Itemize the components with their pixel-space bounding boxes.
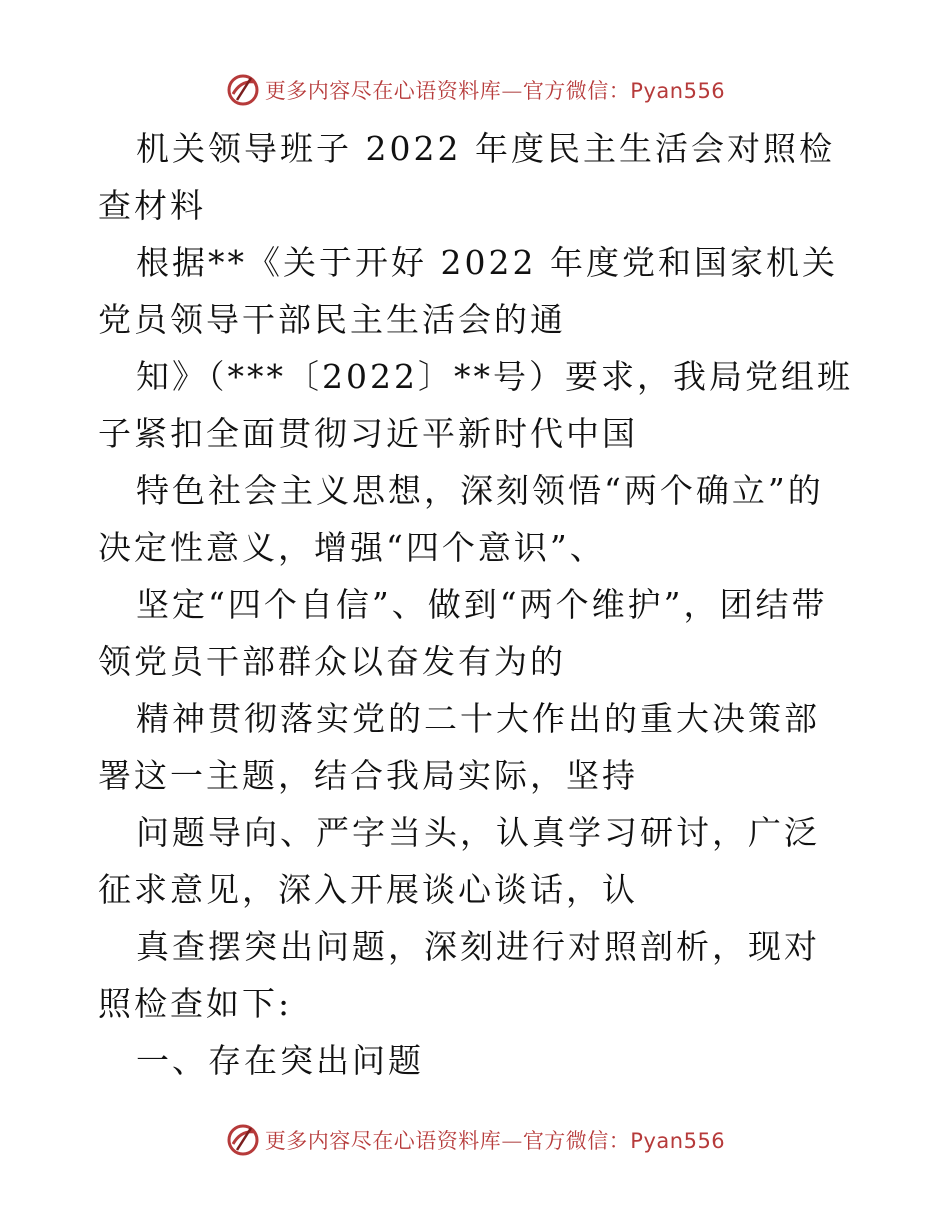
banner-main-text: 更多内容尽在心语资料库	[264, 1129, 502, 1153]
banner-main-text: 更多内容尽在心语资料库	[264, 79, 502, 103]
document-body	[98, 120, 853, 1089]
document-title: 机关领导班子 2022 年度民主生活会对照检查材料	[98, 129, 835, 225]
brand-logo-icon	[225, 1122, 261, 1158]
header-watermark	[0, 70, 950, 110]
paragraph-2: 知》（***〔2022〕**号）要求，我局党组班子紧扣全面贯彻习近平新时代中国	[98, 357, 853, 453]
banner-wechat-text: 官方微信：Pyan556	[522, 79, 726, 103]
paragraph-7: 真查摆突出问题，深刻进行对照剖析，现对照检查如下:	[98, 927, 820, 1023]
brand-logo-icon	[225, 72, 261, 108]
paragraph-6: 问题导向、严字当头，认真学习研讨，广泛征求意见，深入开展谈心谈话，认	[98, 813, 820, 909]
section-heading: 一、存在突出问题	[136, 1041, 424, 1080]
paragraph-1: 根据**《关于开好 2022 年度党和国家机关党员领导干部民主生活会的通	[98, 243, 838, 339]
banner-wechat-text: 官方微信：Pyan556	[522, 1129, 726, 1153]
banner-dash: —	[501, 79, 523, 103]
paragraph-3: 特色社会主义思想，深刻领悟“两个确立”的决定性意义，增强“四个意识”、	[98, 471, 824, 567]
footer-watermark	[0, 1120, 950, 1160]
paragraph-5: 精神贯彻落实党的二十大作出的重大决策部署这一主题，结合我局实际，坚持	[98, 699, 820, 795]
paragraph-4: 坚定“四个自信”、做到“两个维护”，团结带领党员干部群众以奋发有为的	[98, 585, 828, 681]
banner-dash: —	[501, 1129, 523, 1153]
